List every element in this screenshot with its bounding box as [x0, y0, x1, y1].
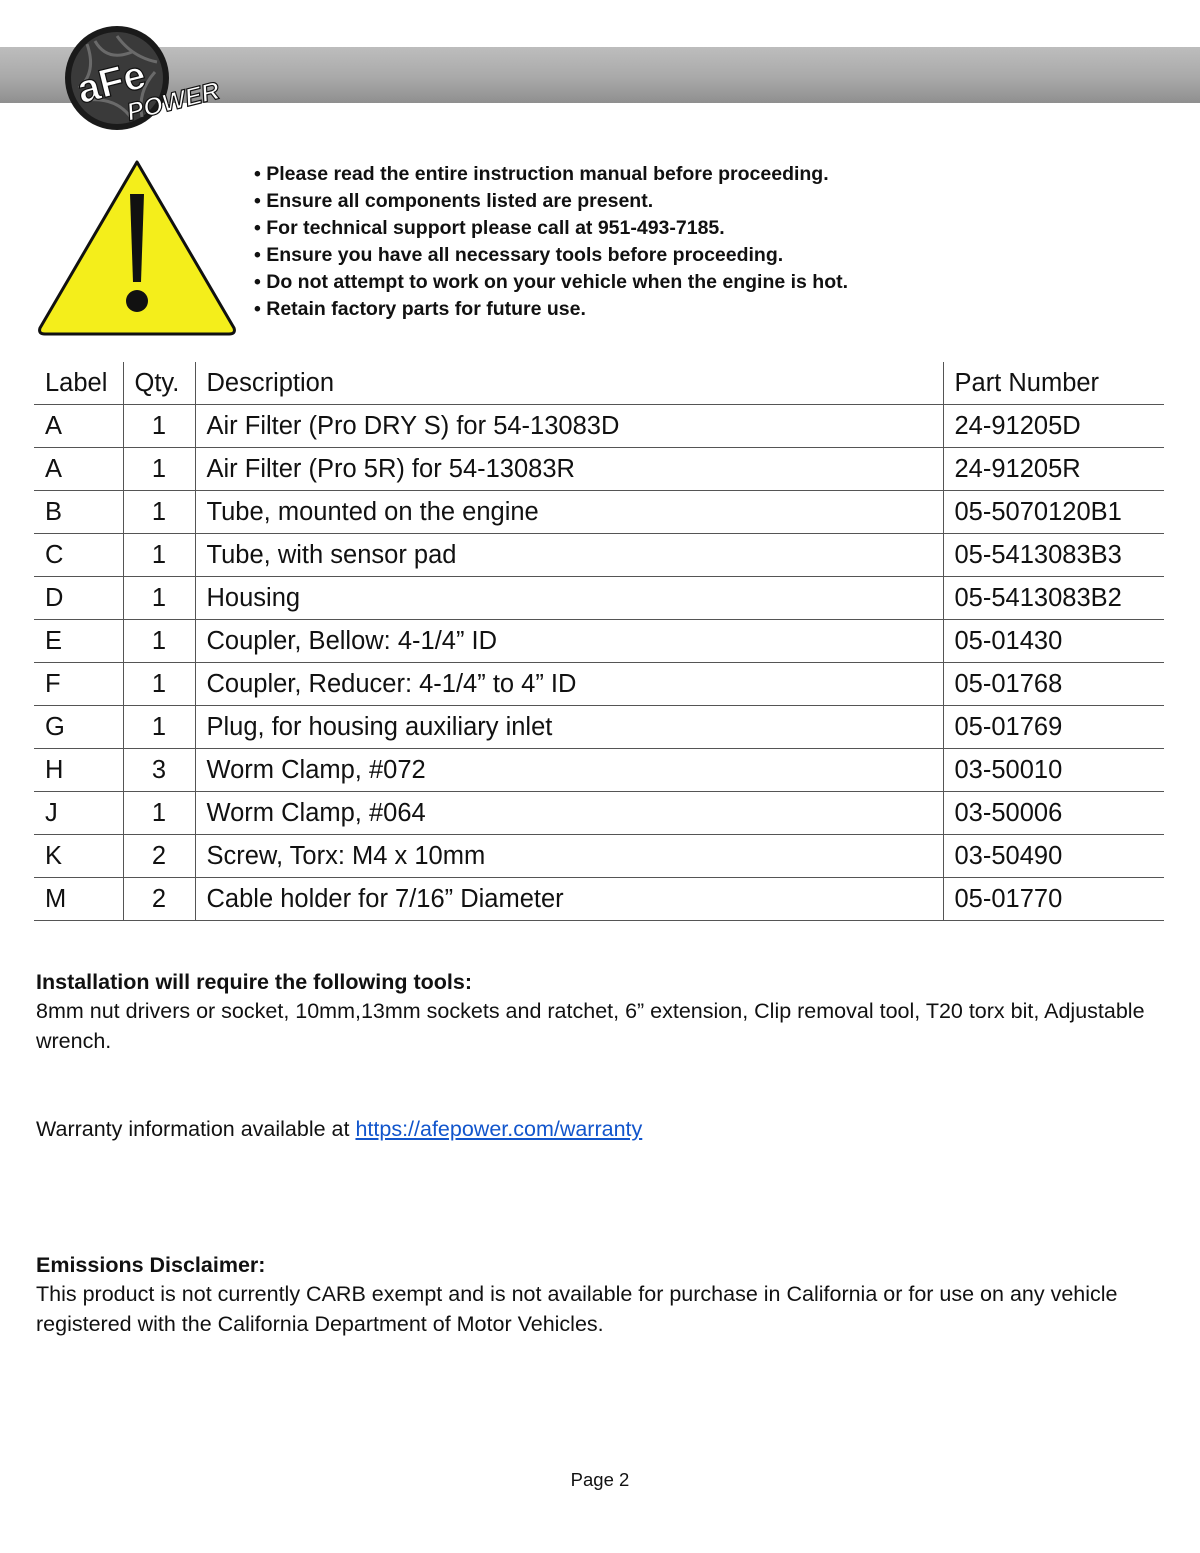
table-header-row: [34, 362, 1164, 405]
warning-item: • For technical support please call at 951-493-7185.: [254, 217, 725, 239]
warning-list: [254, 161, 848, 323]
warranty-text: Warranty information available at: [36, 1117, 356, 1141]
table-row: [34, 749, 1164, 792]
warranty-line: [36, 1117, 642, 1142]
warning-item: • Ensure you have all necessary tools before proceeding.: [254, 244, 784, 266]
warning-item: • Retain factory parts for future use.: [254, 298, 586, 320]
cell-part-number: 24-91205D: [943, 405, 1164, 448]
table-row: [34, 577, 1164, 620]
cell-part-number: 05-01770: [943, 878, 1164, 921]
warning-item: • Ensure all components listed are present.: [254, 190, 654, 212]
cell-label: F: [34, 663, 123, 706]
cell-label: A: [34, 448, 123, 491]
cell-qty: 3: [123, 749, 195, 792]
warning-item: • Do not attempt to work on your vehicle when the engine is hot.: [254, 271, 849, 293]
table-row: [34, 792, 1164, 835]
cell-label: C: [34, 534, 123, 577]
cell-qty: 1: [123, 706, 195, 749]
cell-description: Cable holder for 7/16” Diameter: [195, 878, 943, 921]
cell-label: B: [34, 491, 123, 534]
cell-description: Screw, Torx: M4 x 10mm: [195, 835, 943, 878]
page-number: Page 2: [570, 1469, 630, 1490]
cell-part-number: 05-5070120B1: [943, 491, 1164, 534]
cell-description: Air Filter (Pro 5R) for 54-13083R: [195, 448, 943, 491]
warranty-link[interactable]: https://afepower.com/warranty: [355, 1117, 643, 1141]
column-header-label: Label: [34, 362, 123, 405]
cell-qty: 1: [123, 663, 195, 706]
emissions-title: Emissions Disclaimer:: [36, 1253, 266, 1277]
cell-label: K: [34, 835, 123, 878]
cell-description: Air Filter (Pro DRY S) for 54-13083D: [195, 405, 943, 448]
cell-description: Tube, with sensor pad: [195, 534, 943, 577]
tools-text: 8mm nut drivers or socket, 10mm,13mm sockets and ratchet, 6” extension, Clip removal tool, T20 torx bit, Adjustable wrench.: [36, 999, 1145, 1053]
column-header-qty: Qty.: [123, 362, 195, 405]
cell-qty: 1: [123, 491, 195, 534]
column-header-description: Description: [195, 362, 943, 405]
cell-qty: 2: [123, 878, 195, 921]
cell-description: Coupler, Reducer: 4-1/4” to 4” ID: [195, 663, 943, 706]
logo-text: aFe: [72, 52, 151, 113]
cell-description: Housing: [195, 577, 943, 620]
cell-description: Coupler, Bellow: 4-1/4” ID: [195, 620, 943, 663]
table-row: [34, 835, 1164, 878]
cell-part-number: 05-5413083B2: [943, 577, 1164, 620]
cell-part-number: 03-50006: [943, 792, 1164, 835]
cell-part-number: 03-50010: [943, 749, 1164, 792]
table-row: [34, 534, 1164, 577]
parts-table: [34, 362, 1164, 921]
cell-qty: 2: [123, 835, 195, 878]
cell-part-number: 05-01769: [943, 706, 1164, 749]
cell-label: J: [34, 792, 123, 835]
cell-part-number: 24-91205R: [943, 448, 1164, 491]
cell-label: G: [34, 706, 123, 749]
cell-qty: 1: [123, 448, 195, 491]
warning-item: • Please read the entire instruction manual before proceeding.: [254, 163, 829, 185]
column-header-part-number: Part Number: [943, 362, 1164, 405]
cell-qty: 1: [123, 620, 195, 663]
warning-triangle-icon: [34, 156, 240, 338]
cell-qty: 1: [123, 792, 195, 835]
cell-qty: 1: [123, 577, 195, 620]
cell-label: H: [34, 749, 123, 792]
afe-power-logo: [62, 22, 242, 134]
cell-part-number: 05-01768: [943, 663, 1164, 706]
table-row: [34, 878, 1164, 921]
cell-qty: 1: [123, 405, 195, 448]
table-row: [34, 620, 1164, 663]
table-row: [34, 491, 1164, 534]
cell-label: A: [34, 405, 123, 448]
emissions-text: This product is not currently CARB exempt and is not available for purchase in California or for use on any vehicle registered with the California Department of Motor Vehicles.: [36, 1282, 1118, 1336]
cell-description: Plug, for housing auxiliary inlet: [195, 706, 943, 749]
table-row: [34, 663, 1164, 706]
cell-qty: 1: [123, 534, 195, 577]
cell-part-number: 03-50490: [943, 835, 1164, 878]
tools-title: Installation will require the following tools:: [36, 970, 472, 994]
cell-description: Tube, mounted on the engine: [195, 491, 943, 534]
table-row: [34, 405, 1164, 448]
cell-label: D: [34, 577, 123, 620]
logo-subtext: POWER: [123, 76, 223, 127]
table-row: [34, 448, 1164, 491]
cell-part-number: 05-01430: [943, 620, 1164, 663]
cell-label: M: [34, 878, 123, 921]
table-row: [34, 706, 1164, 749]
parts-table-body: [34, 405, 1164, 921]
cell-part-number: 05-5413083B3: [943, 534, 1164, 577]
cell-description: Worm Clamp, #072: [195, 749, 943, 792]
cell-label: E: [34, 620, 123, 663]
cell-description: Worm Clamp, #064: [195, 792, 943, 835]
